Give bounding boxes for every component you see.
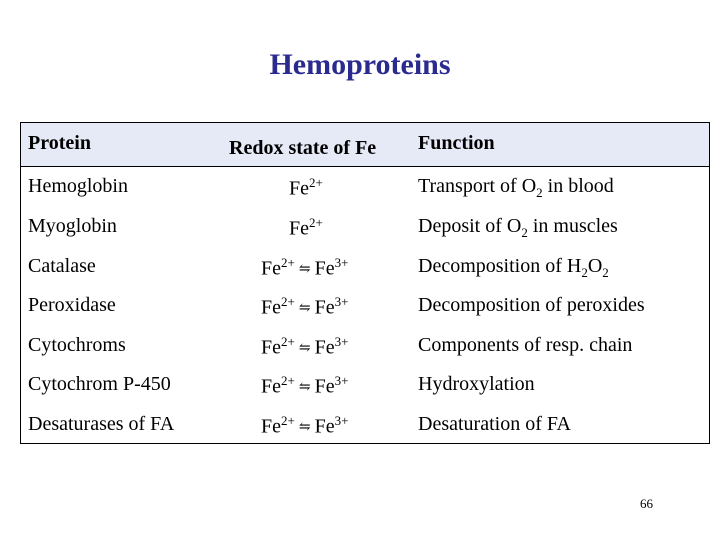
function-text	[418, 215, 618, 241]
table-row	[21, 175, 709, 215]
table-header	[21, 123, 709, 167]
equilibrium-arrow-icon: ⇋	[298, 300, 311, 316]
function-text	[418, 334, 632, 357]
function-part: Desaturation of FA	[418, 413, 571, 435]
function-text	[418, 255, 609, 281]
redox-state	[261, 373, 348, 399]
fe-charge: 3+	[334, 373, 349, 388]
function-part: O	[587, 255, 603, 277]
fe-charge: 2+	[309, 215, 323, 230]
subscript: 2	[602, 265, 609, 280]
fe-label: Fe	[314, 336, 335, 359]
equilibrium-arrow-icon: ⇋	[298, 340, 311, 356]
fe-charge: 3+	[334, 413, 349, 428]
subscript: 2	[521, 225, 528, 240]
function-text	[418, 175, 614, 201]
redox-state	[261, 413, 348, 439]
fe-label: Fe	[261, 296, 281, 319]
fe-charge: 3+	[334, 334, 349, 349]
fe-charge: 3+	[334, 255, 349, 270]
redox-state	[289, 175, 323, 201]
function-text	[418, 413, 571, 436]
function-part: in blood	[542, 175, 614, 197]
function-part: Decomposition of H	[418, 255, 582, 277]
function-part: Hydroxylation	[418, 373, 535, 395]
fe-charge: 3+	[334, 294, 349, 309]
function-text	[418, 294, 645, 317]
slide-title: Hemoproteins	[269, 48, 451, 81]
fe-label: Fe	[289, 217, 309, 240]
function-part: Decomposition of peroxides	[418, 294, 645, 316]
protein-name: Peroxidase	[28, 294, 116, 316]
fe-charge: 2+	[281, 294, 295, 309]
table-row	[21, 373, 709, 413]
protein-name: Hemoglobin	[28, 175, 128, 197]
subscript: 2	[536, 185, 543, 200]
function-part: Deposit of O	[418, 215, 522, 237]
fe-label: Fe	[261, 257, 281, 280]
fe-label: Fe	[289, 177, 309, 200]
table-row	[21, 255, 709, 295]
fe-charge: 2+	[281, 334, 295, 349]
protein-name: Cytochroms	[28, 334, 126, 356]
protein-name: Desaturases of FA	[28, 413, 175, 435]
table-row	[21, 334, 709, 374]
function-text	[418, 373, 535, 396]
header-function: Function	[418, 132, 495, 154]
fe-label: Fe	[261, 415, 281, 438]
equilibrium-arrow-icon: ⇋	[298, 379, 311, 395]
protein-name: Catalase	[28, 255, 96, 277]
fe-label: Fe	[314, 375, 335, 398]
table-row	[21, 294, 709, 334]
header-redox: Redox state of Fe	[229, 137, 377, 159]
table-row	[21, 215, 709, 255]
function-part: Transport of O	[418, 175, 537, 197]
fe-charge: 2+	[309, 175, 323, 190]
equilibrium-arrow-icon: ⇋	[298, 261, 311, 277]
equilibrium-arrow-icon: ⇋	[298, 419, 311, 435]
header-protein: Protein	[28, 132, 91, 154]
fe-label: Fe	[261, 336, 281, 359]
redox-state	[261, 255, 348, 281]
function-part: Components of resp. chain	[418, 334, 633, 356]
protein-name: Cytochrom P-450	[28, 373, 171, 395]
protein-name: Myoglobin	[28, 215, 117, 237]
fe-charge: 2+	[281, 413, 295, 428]
redox-state	[261, 334, 348, 360]
fe-label: Fe	[314, 257, 335, 280]
fe-label: Fe	[261, 375, 281, 398]
fe-charge: 2+	[281, 373, 295, 388]
table-row	[21, 413, 709, 453]
redox-state	[261, 294, 348, 320]
fe-label: Fe	[314, 296, 335, 319]
hemoproteins-table	[20, 122, 710, 444]
fe-label: Fe	[314, 415, 335, 438]
fe-charge: 2+	[281, 255, 295, 270]
function-part: in muscles	[527, 215, 618, 237]
page-number: 66	[640, 496, 653, 511]
subscript: 2	[581, 265, 588, 280]
redox-state	[289, 215, 323, 241]
